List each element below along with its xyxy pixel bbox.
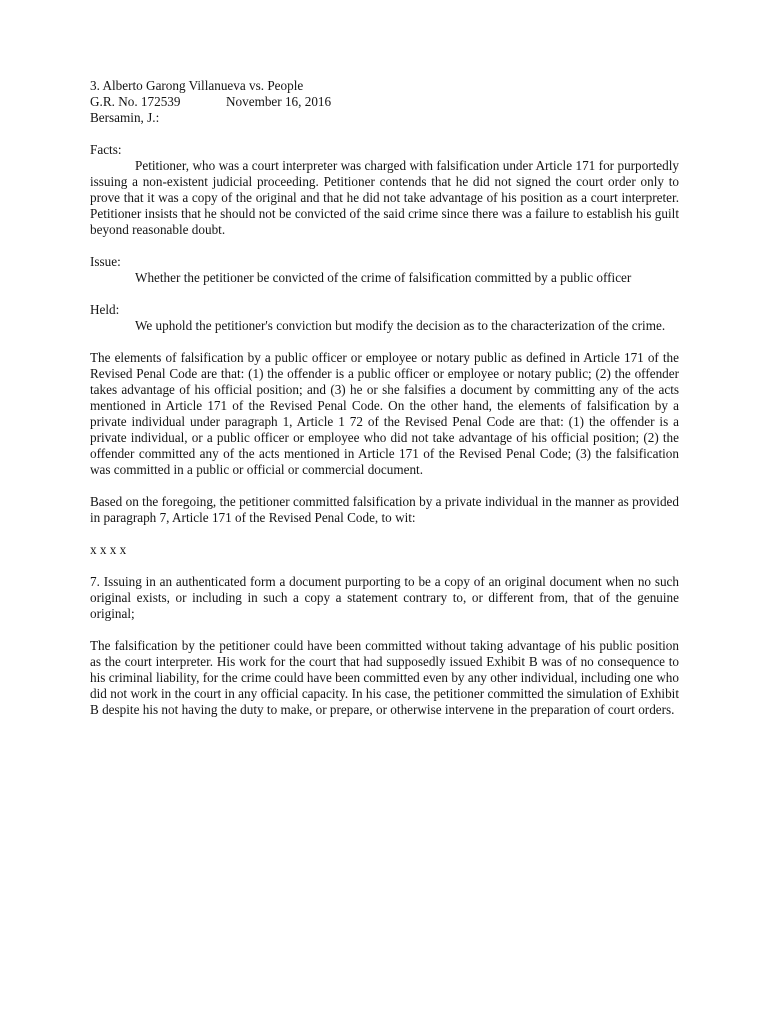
issue-text: Whether the petitioner be convicted of the crime of falsification committed by a public officer	[135, 270, 632, 285]
foregoing-paragraph: Based on the foregoing, the petitioner committed falsification by a private individual in the manner as provided in paragraph 7, Article 171 of the Revised Penal Code, to wit:	[90, 494, 679, 525]
ellipsis: x x x x	[90, 542, 127, 557]
facts-section	[90, 142, 679, 238]
document-page	[90, 78, 679, 718]
held-section	[90, 302, 679, 334]
case-reference-line	[90, 94, 679, 110]
issue-label: Issue:	[90, 254, 121, 269]
gr-number: G.R. No. 172539	[90, 94, 181, 109]
held-label: Held:	[90, 302, 120, 317]
ponente: Bersamin, J.:	[90, 110, 160, 125]
issue-section	[90, 254, 679, 286]
held-text: We uphold the petitioner's conviction but modify the decision as to the characterization of the crime.	[135, 318, 666, 333]
decision-date: November 16, 2016	[226, 94, 332, 109]
facts-label: Facts:	[90, 142, 122, 157]
case-title: 3. Alberto Garong Villanueva vs. People	[90, 78, 304, 93]
elements-paragraph: The elements of falsification by a public officer or employee or notary public as defined in Article 171 of the Revised Penal Code are that: (1) the offender is a public officer or employee or notary public; (2) the offender takes advantage of his official position; and (3) he or she falsifies a document by committing any of the acts mentioned in Article 171 of the Revised Penal Code. On the other hand, the elements of falsification by a private individual under paragraph 1, Article 1 72 of the Revised Penal Code are that: (1) the offender is a private individual, or a public officer or employee who did not take advantage of his official position; (2) the offender committed any of the acts mentioned in Article 171 of the Revised Penal Code; (3) the falsification was committed in a public or official or commercial document.	[90, 350, 679, 477]
facts-text: Petitioner, who was a court interpreter was charged with falsification under Article 171 for purportedly issuing a non-existent judicial proceeding. Petitioner contends that he did not signed the court order only to prove that it was a copy of the original and that he did not take advantage of his position as a court interpreter. Petitioner insists that he should not be convicted of the said crime since there was a failure to establish his guilt beyond reasonable doubt.	[90, 158, 679, 237]
paragraph-seven: 7. Issuing in an authenticated form a document purporting to be a copy of an original document when no such original exists, or including in such a copy a statement contrary to, or different from, that of the genuine original;	[90, 574, 679, 621]
conclusion-paragraph: The falsification by the petitioner could have been committed without taking advantage of his public position as the court interpreter. His work for the court that had supposedly issued Exhibit B was of no consequence to his criminal liability, for the crime could have been committed even by any other individual, including one who did not work in the court in any official capacity. In his case, the petitioner committed the simulation of Exhibit B despite his not having the duty to make, or prepare, or otherwise intervene in the preparation of court orders.	[90, 638, 679, 717]
case-header	[90, 78, 679, 126]
